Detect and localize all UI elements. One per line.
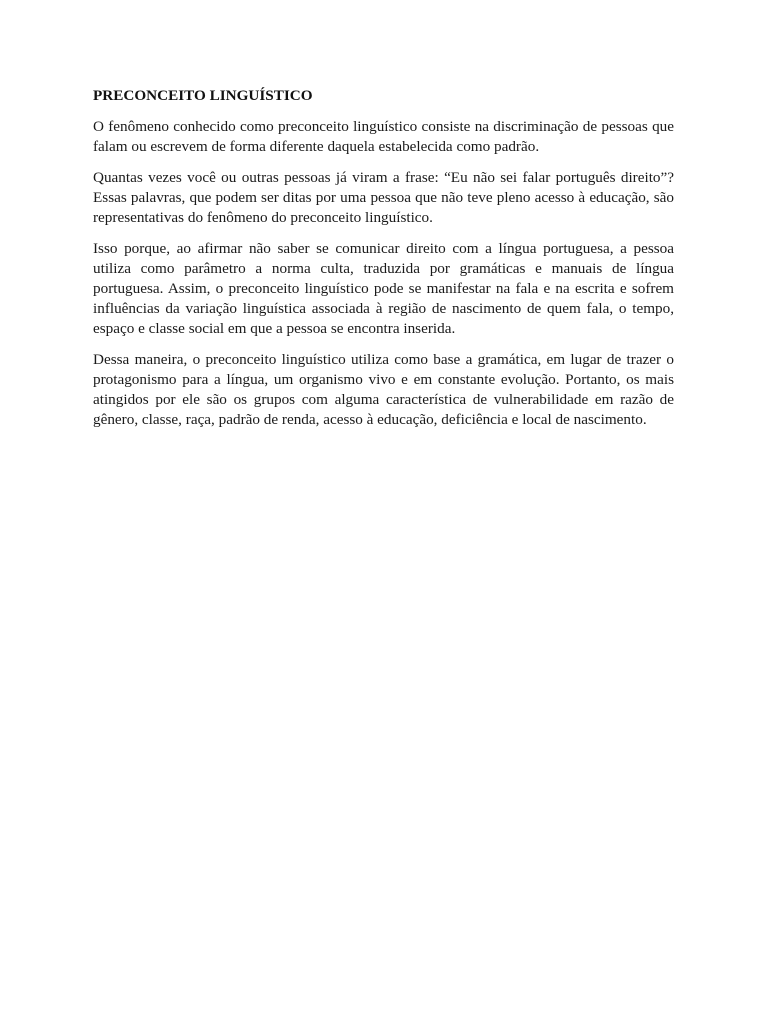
document-body: [93, 86, 674, 441]
paragraph-4: Dessa maneira, o preconceito linguístico utiliza como base a gramática, em lugar de trazer o protagonismo para a língua, um organismo vivo e em constante evolução. Portanto, os mais atingidos por ele são os grupos com alguma característica de vulnerabilidade em razão de gênero, classe, raça, padrão de renda, acesso à educação, deficiência e local de nascimento.: [93, 351, 674, 428]
document-title: PRECONCEITO LINGUÍSTICO: [93, 87, 313, 104]
paragraph-3: Isso porque, ao afirmar não saber se comunicar direito com a língua portuguesa, a pessoa utiliza como parâmetro a norma culta, traduzida por gramáticas e manuais de língua portuguesa. Assim, o preconceito linguístico pode se manifestar na fala e na escrita e sofrem influências da variação linguística associada à região de nascimento de quem fala, o tempo, espaço e classe social em que a pessoa se encontra inserida.: [93, 240, 674, 337]
paragraph-2: Quantas vezes você ou outras pessoas já viram a frase: “Eu não sei falar português direito”? Essas palavras, que podem ser ditas por uma pessoa que não teve pleno acesso à educação, são representativas do fenômeno do preconceito linguístico.: [93, 169, 674, 226]
paragraph-1: O fenômeno conhecido como preconceito linguístico consiste na discriminação de pessoas que falam ou escrevem de forma diferente daquela estabelecida como padrão.: [93, 118, 674, 155]
